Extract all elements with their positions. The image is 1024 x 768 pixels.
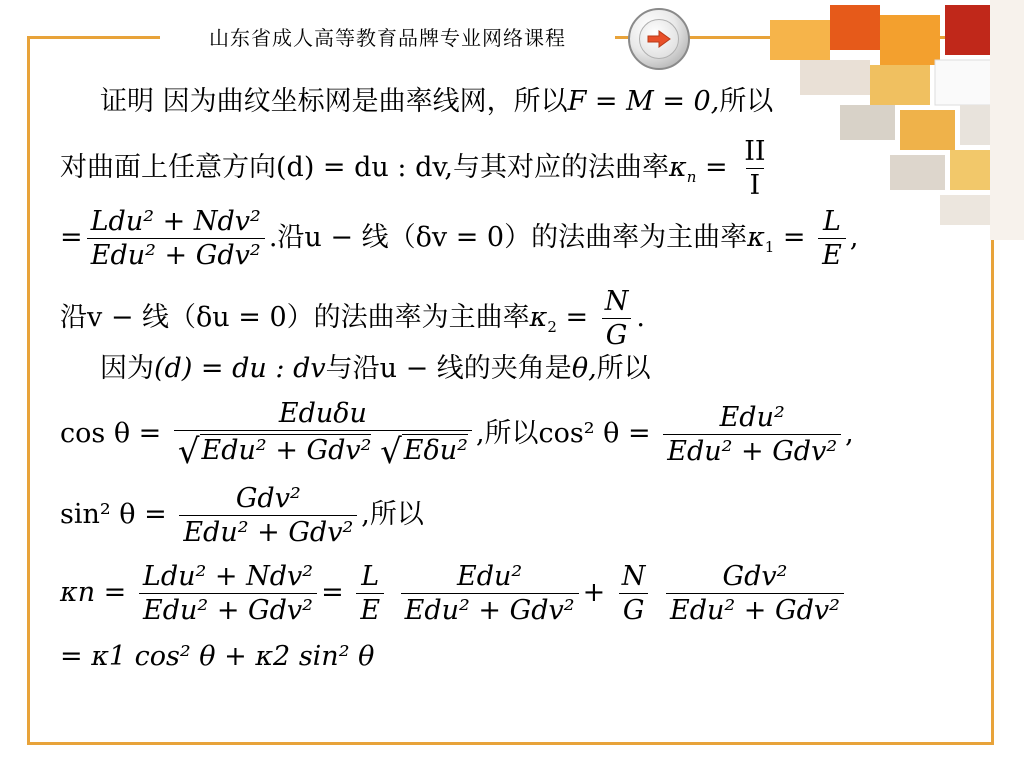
proof-line-8: κn = $\frac{\text{Ldu² + Ndv²}}{\text{Edu² + Gdv²}}$ = $\frac{L}{E}$ $\frac{\text{Edu²}}{\text{Edu² + Gdv²}}$ + $\frac{N}{G}$ $\frac{\text{Gdv²}}{\text{Edu² + Gdv²}}$	[60, 563, 848, 624]
proof-text: ,所以	[475, 418, 539, 449]
fraction: $\frac{\text{Edu²}}{\text{Edu² + Gdv²}}$	[401, 563, 579, 624]
math-expression: cos θ =	[60, 418, 162, 449]
math-expression: sin² θ =	[60, 499, 167, 530]
math-expression: (d) = du : dv	[154, 353, 326, 384]
math-expression: cos² θ =	[538, 418, 651, 449]
fraction: $\frac{\text{Ldu² + Ndv²}}{\text{Edu² + Gdv²}}$	[139, 563, 317, 624]
fraction: $\frac{\text{Eduδu}}{\text{√Edu² + Gdv² √Eδu²}}$	[174, 400, 472, 469]
proof-text: ,所以	[361, 499, 424, 530]
proof-text: v − 线（δu = 0）的法曲率为主曲率	[87, 302, 530, 333]
proof-line-6: cos θ = $\frac{\text{Eduδu}}{\text{√Edu² + Gdv² √Eδu²}}$ ,所以cos² θ = $\frac{\text{Edu²}}{\text{Edu² + Gdv²}}$ ,	[60, 398, 854, 472]
fraction: $\frac{L}{E}$	[356, 563, 384, 624]
proof-text: 沿	[60, 302, 87, 333]
proof-line-1	[100, 88, 773, 115]
proof-text: 所以	[596, 353, 651, 384]
fraction: $\frac{\text{Gdv²}}{\text{Edu² + Gdv²}}$	[666, 563, 844, 624]
proof-text: .沿	[268, 222, 305, 253]
fraction: $\frac{II}{I}$	[744, 136, 766, 201]
kappa-symbol: κ	[669, 152, 687, 183]
fraction: $\frac{\text{Ldu² + Ndv²}}{\text{Edu² + Gdv²}}$	[87, 208, 265, 269]
proof-text: u − 线的夹角是	[379, 353, 572, 384]
proof-line-5: 因为(d) = du : dv与沿u − 线的夹角是θ,所以	[100, 353, 651, 384]
sqrt-denominator: √Edu² + Gdv² √Eδu²	[174, 430, 472, 469]
fraction: $\frac{\text{Gdv²}}{\text{Edu² + Gdv²}}$	[179, 485, 357, 546]
proof-text: 对曲面上任意方向	[60, 152, 276, 183]
subscript: n	[686, 168, 697, 186]
proof-text: 与其对应的法曲率	[453, 152, 669, 183]
proof-line-9: = κ1 cos² θ + κ2 sin² θ	[60, 641, 375, 672]
math-expression: κn =	[60, 577, 127, 608]
proof-line-7	[60, 485, 424, 546]
math-expression: F = M = 0,	[567, 86, 720, 117]
right-arrow-icon	[639, 19, 679, 59]
course-title: 山东省成人高等教育品牌专业网络课程	[160, 14, 615, 58]
proof-text: 与沿	[325, 353, 380, 384]
proof-line-4: 沿v − 线（δu = 0）的法曲率为主曲率$\kappa_2$ = $\frac{N}{G}$ .	[60, 286, 645, 351]
fraction: $\frac{N}{G}$	[601, 288, 633, 349]
proof-content	[60, 80, 980, 680]
proof-text: 证明 因为曲纹坐标网是曲率线网，所以	[100, 86, 568, 117]
proof-line-3: = $\frac{\text{Ldu² + Ndv²}}{\text{Edu² + Gdv²}}$ .沿u − 线（δv = 0）的法曲率为主曲率$\kappa_1$ = $\frac{L}{E}$ ,	[60, 206, 859, 271]
fraction: $\frac{N}{G}$	[618, 563, 650, 624]
proof-text: 因为	[100, 353, 154, 384]
proof-text: u − 线（δv = 0）的法曲率为主曲率	[304, 222, 748, 253]
math-expression: (d) = du : dv,	[276, 152, 453, 183]
fraction: $\frac{L}{E}$	[818, 208, 846, 269]
next-button[interactable]	[628, 8, 690, 70]
proof-text: 所以	[719, 86, 774, 117]
proof-line-2: 对曲面上任意方向(d) = du : dv,与其对应的法曲率$\kappa_n$ = $\frac{II}{I}$	[60, 138, 774, 199]
fraction: $\frac{\text{Edu²}}{\text{Edu² + Gdv²}}$	[663, 404, 841, 465]
